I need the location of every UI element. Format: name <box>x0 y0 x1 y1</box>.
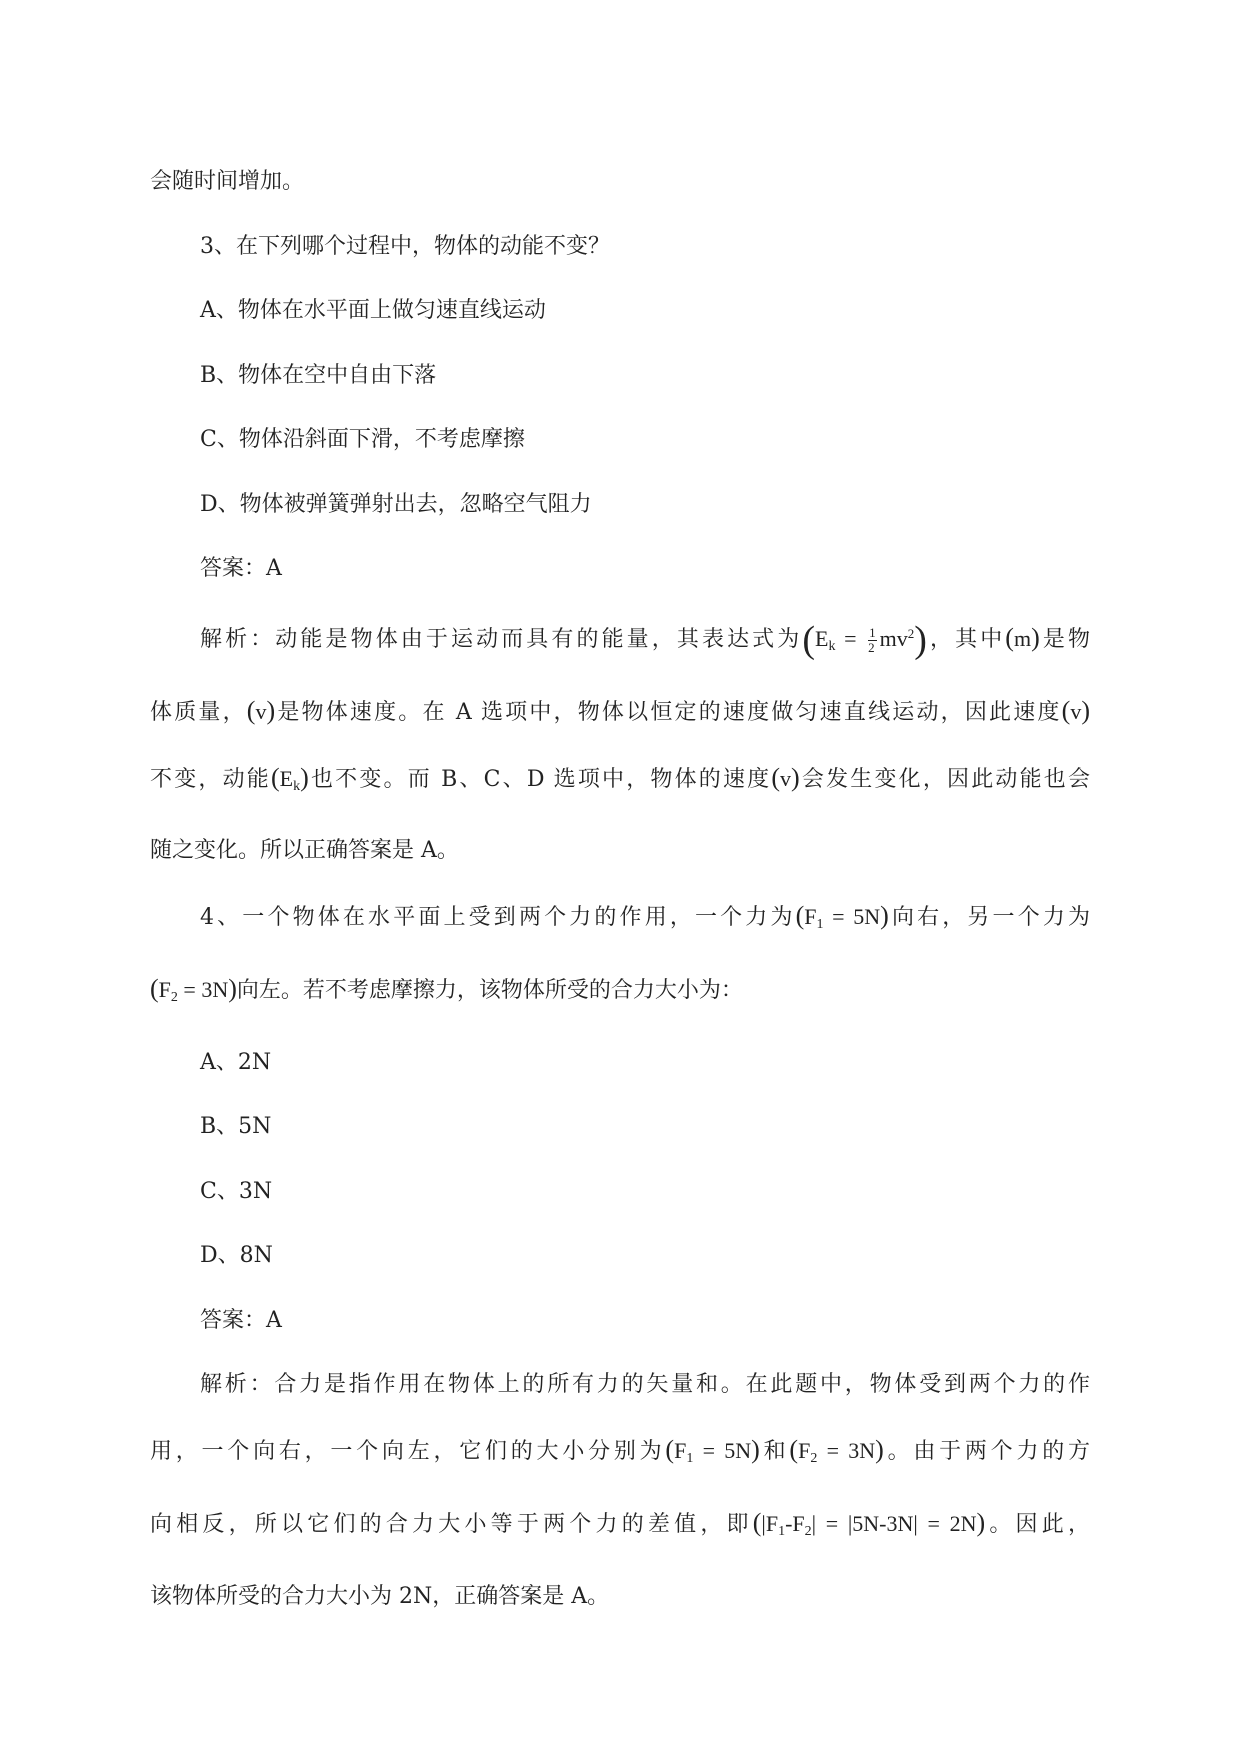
document-page <box>150 150 1090 1629</box>
option-c: C、物体沿斜面下滑，不考虑摩擦 <box>200 427 525 452</box>
option-b: B、物体在空中自由下落 <box>200 362 437 388</box>
explanation-3-line-1: 解析：动能是物体由于运动而具有的能量，其表达式为($E_k$ = $\frac{1}{2}$ $mv^2$)，其中(m)是物 <box>200 618 1090 661</box>
answer-3: 答案：A <box>200 556 282 581</box>
explanation-3-line-3: 不变，动能$(E_k)$也不变。而 B、C、D 选项中，物体的速度(v)会发生变化，因此动能也会 <box>150 762 1090 794</box>
option-a: A、物体在水平面上做匀速直线运动 <box>200 298 546 323</box>
text-line: 会随时间增加。 <box>150 169 305 194</box>
explanation-3-line-4: 随之变化。所以正确答案是 A。 <box>150 838 459 863</box>
explanation-4-line-3: 向相反，所以它们的合力大小等于两个力的差值，即$(|F_1-F_2| = |5N-3N| = 2N)$。因此， <box>150 1508 1090 1539</box>
option-c: C、3N <box>200 1178 273 1204</box>
question-4-line-1: 4、一个物体在水平面上受到两个力的作用，一个力为$(F_1 = 5N)$向右，另一个力为 <box>200 900 1091 932</box>
question-4-line-2: $(F_2 = 3N)$向左。若不考虑摩擦力，该物体所受的合力大小为： <box>150 974 743 1005</box>
explanation-4-line-2: 用，一个向右，一个向左，它们的大小分别为$(F_1 = 5N)$和$(F_2 = 3N)$。由于两个力的方 <box>150 1434 1090 1466</box>
question-3: 3、在下列哪个过程中，物体的动能不变？ <box>200 233 610 259</box>
explanation-3-line-2: 体质量，(v)是物体速度。在 A 选项中，物体以恒定的速度做匀速直线运动，因此速度(v) <box>150 696 1090 725</box>
option-d: D、物体被弹簧弹射出去，忽略空气阻力 <box>200 491 592 517</box>
explanation-4-line-1: 解析：合力是指作用在物体上的所有力的矢量和。在此题中，物体受到两个力的作 <box>200 1372 1090 1397</box>
option-a: A、2N <box>200 1049 272 1075</box>
option-b: B、5N <box>200 1114 272 1139</box>
option-d: D、8N <box>200 1243 273 1268</box>
explanation-4-line-4: 该物体所受的合力大小为 2N，正确答案是 A。 <box>150 1583 610 1609</box>
answer-4: 答案：A <box>200 1307 282 1333</box>
kinetic-energy-formula: ($E_k$ = $\frac{1}{2}$ $mv^2$) <box>802 618 927 661</box>
